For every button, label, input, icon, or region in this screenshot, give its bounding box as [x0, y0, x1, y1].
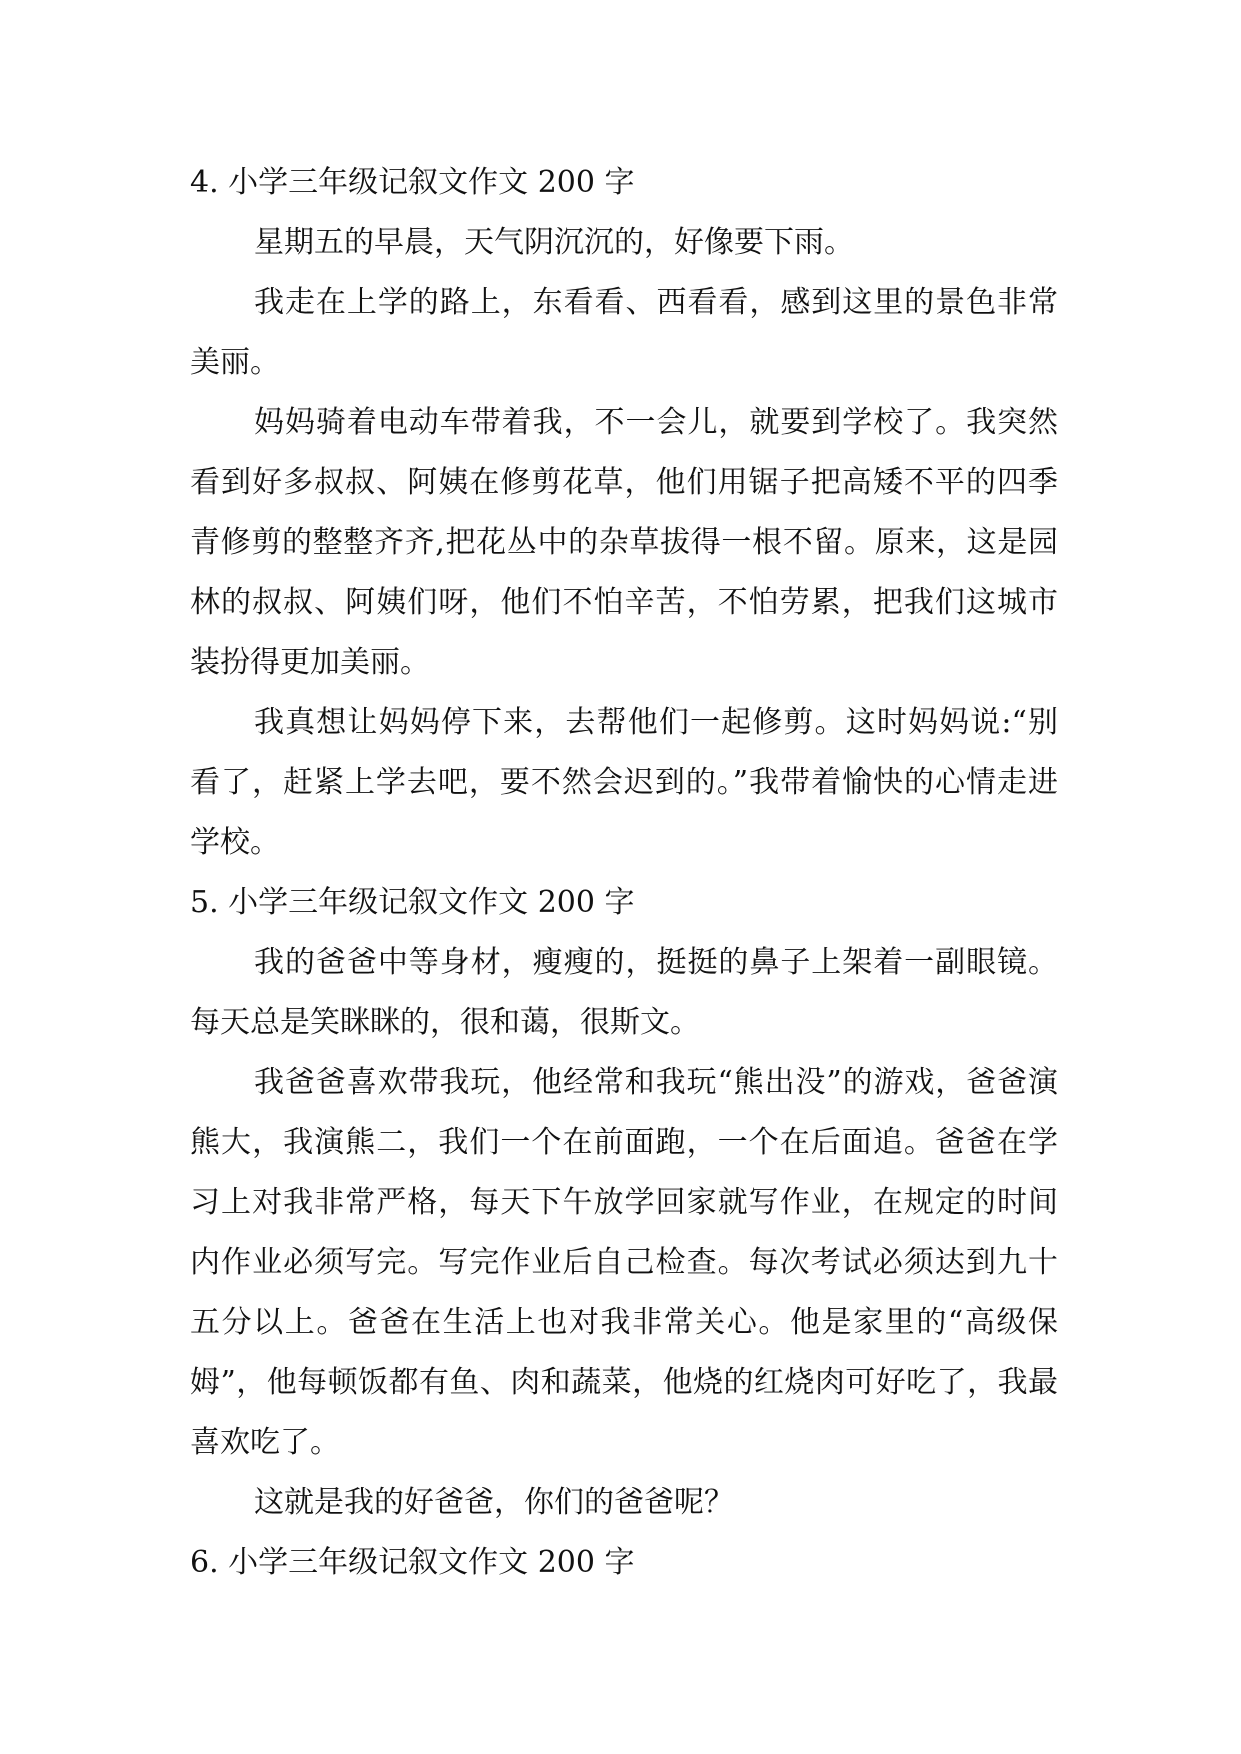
- essay-heading-6: 6. 小学三年级记叙文作文 200 字: [190, 1545, 635, 1580]
- paragraph: 这就是我的好爸爸，你们的爸爸呢？: [254, 1485, 734, 1520]
- essay-heading-4: 4. 小学三年级记叙文作文 200 字: [190, 165, 635, 200]
- document-body: [190, 153, 1058, 1593]
- paragraph: 妈妈骑着电动车带着我，不一会儿，就要到学校了。我突然看到好多叔叔、阿姨在修剪花草，他们用锯子把高矮不平的四季青修剪的整整齐齐,把花丛中的杂草拔得一根不留。原来，这是园林的叔叔、阿姨们呀，他们不怕辛苦，不怕劳累，把我们这城市装扮得更加美丽。: [190, 405, 1058, 680]
- paragraph: 我的爸爸中等身材，瘦瘦的，挺挺的鼻子上架着一副眼镜。每天总是笑眯眯的，很和蔼，很斯文。: [190, 945, 1058, 1040]
- paragraph: 我真想让妈妈停下来，去帮他们一起修剪。这时妈妈说:“别看了，赶紧上学去吧，要不然会迟到的。”我带着愉快的心情走进学校。: [190, 705, 1058, 860]
- paragraph: 星期五的早晨，天气阴沉沉的，好像要下雨。: [254, 225, 854, 260]
- paragraph: 我爸爸喜欢带我玩，他经常和我玩“熊出没”的游戏，爸爸演熊大，我演熊二，我们一个在前面跑，一个在后面追。爸爸在学习上对我非常严格，每天下午放学回家就写作业，在规定的时间内作业必须写完。写完作业后自己检查。每次考试必须达到九十五分以上。爸爸在生活上也对我非常关心。他是家里的“高级保姆”，他每顿饭都有鱼、肉和蔬菜，他烧的红烧肉可好吃了，我最喜欢吃了。: [190, 1065, 1058, 1460]
- paragraph: 我走在上学的路上，东看看、西看看，感到这里的景色非常美丽。: [190, 285, 1058, 380]
- essay-heading-5: 5. 小学三年级记叙文作文 200 字: [190, 885, 635, 920]
